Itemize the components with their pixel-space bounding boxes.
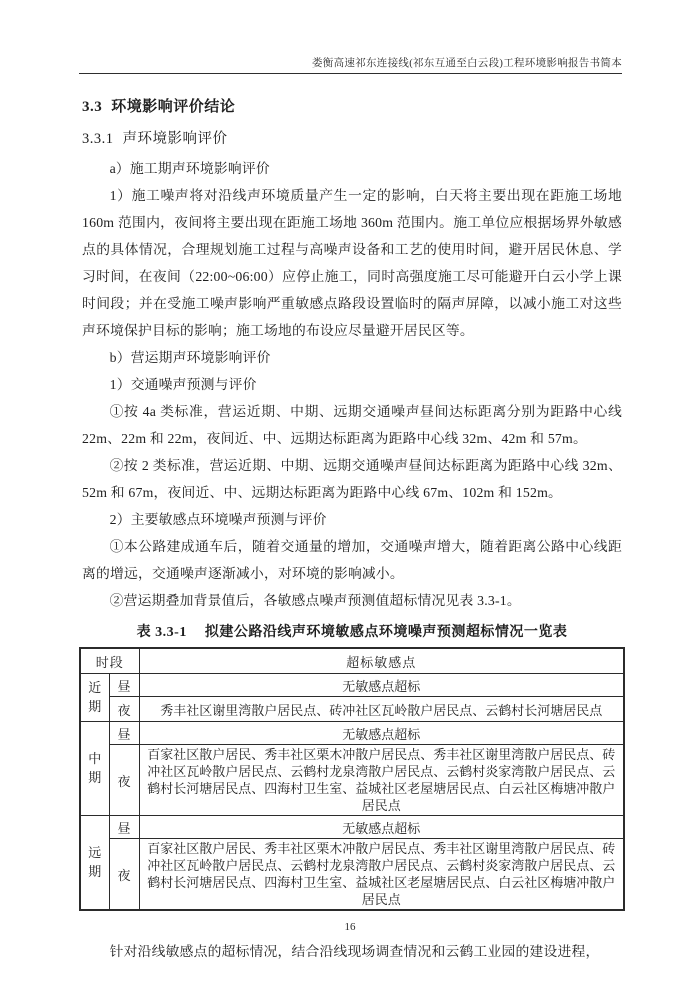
paragraph-standard-class2: ②按 2 类标准，营运近期、中期、远期交通噪声昼间达标距离为距路中心线 32m、52m 和 67m，夜间近、中、远期达标距离为距路中心线 67m、102m 和 152m。: [82, 458, 622, 500]
paragraph-exceed-ref: ②营运期叠加背景值后，各敏感点噪声预测值超标情况见表 3.3-1。: [109, 593, 521, 608]
period-cell-mid: [80, 722, 109, 816]
day-label-cell: 昼: [109, 674, 139, 697]
subsection-number: 3.3.1: [82, 131, 114, 147]
night-value-cell: 百家社区散户居民、秀丰社区栗木冲散户居民点、秀丰社区谢里湾散户居民点、砖冲社区瓦岭散户居民点、云鹤村龙泉湾散户居民点、云鹤村炎家湾散户居民点、云鹤村长河塘居民点、四海村卫生室、益城社区老屋塘居民点、白云社区梅塘冲散户居民点: [139, 745, 624, 816]
header-rule: [79, 73, 622, 74]
page-number: 16: [344, 921, 356, 933]
paragraph-standard-4a: ①按 4a 类标准，营运近期、中期、远期交通噪声昼间达标距离分别为距路中心线 22m、22m 和 22m，夜间近、中、远期达标距离为距路中心线 32m、42m 和 57m。: [82, 404, 622, 446]
table-row: [80, 674, 624, 697]
night-value-cell: 百家社区散户居民、秀丰社区栗木冲散户居民点、秀丰社区谢里湾散户居民点、砖冲社区瓦岭散户居民点、云鹤村龙泉湾散户居民点、云鹤村炎家湾散户居民点、云鹤村长河塘居民点、四海村卫生室、益城社区老屋塘居民点、白云社区梅塘冲散户居民点: [139, 839, 624, 911]
day-value-cell: 无敏感点超标: [139, 722, 624, 745]
table-row: [80, 722, 624, 745]
paragraph-opening-effect: ①本公路建成通车后，随着交通量的增加，交通噪声增大，随着距离公路中心线距离的增远，交通噪声逐渐减小，对环境的影响减小。: [82, 539, 622, 581]
column-header-period: 时段: [80, 648, 139, 674]
section-number: 3.3: [82, 99, 103, 115]
paragraph-b-heading: b）营运期声环境影响评价: [109, 350, 271, 365]
running-header: 娄衡高速祁东连接线(祁东互通至白云段)工程环境影响报告书简本: [312, 58, 622, 69]
section-title: 环境影响评价结论: [111, 99, 236, 115]
paragraph-closing: 针对沿线敏感点的超标情况，结合沿线现场调查情况和云鹤工业园的建设进程，: [109, 944, 600, 959]
table-row: [80, 745, 624, 816]
table-title-text: 拟建公路沿线声环境敏感点环境噪声预测超标情况一览表: [204, 625, 568, 640]
table-row: [80, 816, 624, 839]
table-label: 表 3.3-1: [136, 625, 187, 640]
paragraph-traffic-heading: 1）交通噪声预测与评价: [109, 377, 257, 392]
column-header-exceed: 超标敏感点: [139, 648, 624, 674]
period-cell-far: [80, 816, 109, 911]
period-label: 中期: [88, 750, 102, 785]
period-cell-near: [80, 674, 109, 722]
section-heading: [82, 95, 622, 116]
subsection-heading: [82, 127, 622, 148]
subsection-title: 声环境影响评价: [122, 131, 228, 147]
day-label-cell: 昼: [109, 722, 139, 745]
table-header-row: [80, 648, 624, 674]
night-label-cell: 夜: [109, 839, 139, 911]
night-label-cell: 夜: [109, 697, 139, 722]
period-label: 近期: [88, 679, 102, 714]
night-label-cell: 夜: [109, 745, 139, 816]
period-label: 远期: [88, 844, 102, 879]
table-row: [80, 697, 624, 722]
day-label-cell: 昼: [109, 816, 139, 839]
paragraph-construction-noise: 1）施工噪声将对沿线声环境质量产生一定的影响，白天将主要出现在距施工场地 160m 范围内，夜间将主要出现在距施工场地 360m 范围内。施工单位应根据场界外敏感点的具体情况，合理规划施工过程与高噪声设备和工艺的使用时间，避开居民休息、学习时间，在夜间（22:00~06:00）应停止施工，同时高强度施工尽可能避开白云小学上课时间段；并在受施工噪声影响严重敏感点路段设置临时的隔声屏障，以减小施工对这些声环境保护目标的影响；施工场地的布设应尽量避开居民区等。: [82, 188, 622, 338]
day-value-cell: 无敏感点超标: [139, 816, 624, 839]
noise-exceed-table: [79, 647, 625, 911]
page-body: [82, 95, 622, 965]
night-value-cell: 秀丰社区谢里湾散户居民点、砖冲社区瓦岭散户居民点、云鹤村长河塘居民点: [139, 697, 624, 722]
paragraph-sensitive-heading: 2）主要敏感点环境噪声预测与评价: [109, 512, 327, 527]
day-value-cell: 无敏感点超标: [139, 674, 624, 697]
paragraph-a-heading: a）施工期声环境影响评价: [109, 161, 270, 176]
table-title: [82, 621, 622, 641]
table-row: [80, 839, 624, 911]
